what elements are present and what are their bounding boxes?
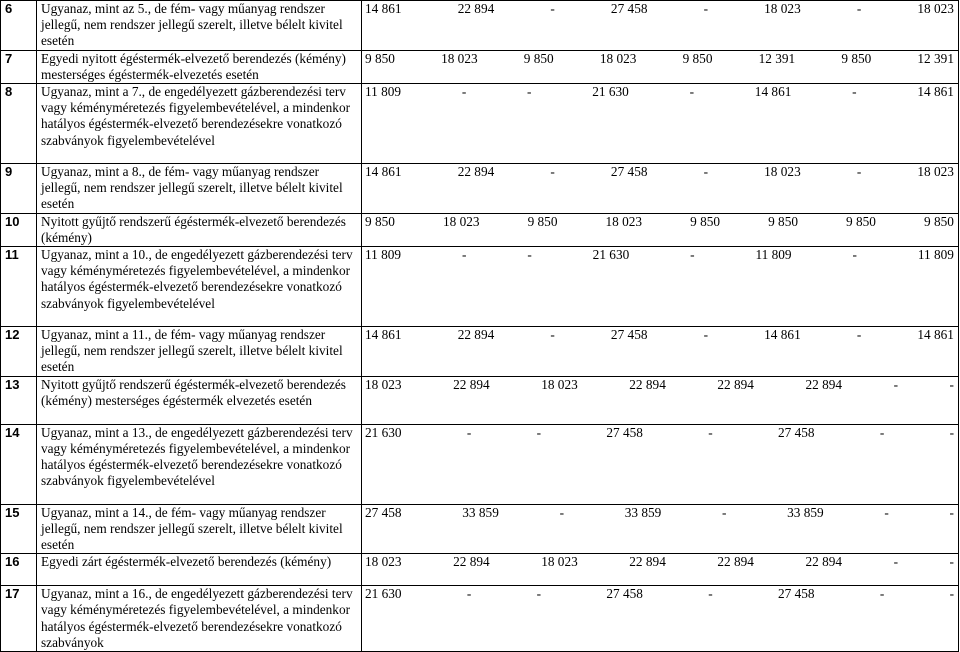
value-cell: - — [703, 1, 709, 16]
value-cell: 9 850 — [846, 213, 876, 229]
value-cell: - — [550, 164, 555, 180]
row-description: Ugyanaz, mint a 8., de fém- vagy műanyag rendszer jellegű, nem rendszer jellegű szerelt, illetve bélelt kivitel esetén — [37, 164, 362, 214]
row-description: Ugyanaz, mint a 13., de engedélyezett gázberendezési terv vagy kéményméretezés figyelembevételével, a mindenkor hatályos égéstermék-elvezető berendezésekre vonatkozó szabványok figyelembevételével — [37, 424, 362, 504]
values-line — [365, 425, 954, 441]
value-cell: - — [689, 84, 695, 100]
value-cell: 21 630 — [592, 84, 629, 100]
value-cell: 22 894 — [717, 554, 754, 570]
table-row — [1, 586, 959, 652]
value-cell: 21 630 — [592, 247, 630, 263]
value-cell: - — [466, 586, 472, 602]
value-cell: - — [893, 554, 898, 570]
value-cell: - — [708, 424, 713, 440]
row-values — [362, 327, 959, 377]
values-line — [365, 586, 954, 602]
value-cell: - — [856, 327, 862, 343]
fee-table-body — [1, 1, 959, 652]
row-number: 16 — [1, 554, 37, 586]
row-values — [362, 247, 959, 327]
value-cell: 18 023 — [605, 213, 643, 229]
value-cell: 18 023 — [917, 1, 954, 16]
value-cell: - — [852, 247, 857, 263]
row-values — [362, 424, 959, 504]
value-cell: 33 859 — [624, 504, 662, 520]
value-cell: 27 458 — [610, 164, 648, 180]
table-row — [1, 1, 959, 51]
value-cell: - — [856, 164, 862, 180]
row-number: 9 — [1, 164, 37, 214]
value-cell: 14 861 — [365, 327, 402, 343]
value-cell: 18 023 — [541, 554, 578, 570]
value-cell: 21 630 — [365, 586, 402, 602]
values-line — [365, 505, 954, 521]
row-values — [362, 586, 959, 652]
table-row — [1, 84, 959, 164]
table-row — [1, 424, 959, 504]
row-description: Ugyanaz, mint a 16., de engedélyezett gázberendezési terv vagy kéményméretezés figyelembevételével, a mindenkor hatályos égéstermék-elvezető berendezésekre vonatkozó szabványok — [37, 586, 362, 652]
value-cell: - — [893, 376, 898, 392]
value-cell: 18 023 — [442, 213, 480, 229]
value-cell: 12 391 — [917, 50, 954, 66]
row-description: Ugyanaz, mint a 7., de engedélyezett gázberendezési terv vagy kéményméretezés figyelembevételével, a mindenkor hatályos égéstermék-elvezető berendezésekre vonatkozó szabványok figyelembevételével — [37, 84, 362, 164]
value-cell: - — [949, 586, 954, 602]
value-cell: 22 894 — [457, 1, 495, 16]
value-cell: 22 894 — [457, 327, 495, 343]
value-cell: 12 391 — [758, 50, 796, 66]
row-description: Egyedi nyitott égéstermék-elvezető berendezés (kémény) mesterséges égéstermék-elvezetés esetén — [37, 50, 362, 83]
value-cell: - — [852, 84, 857, 100]
value-cell: - — [527, 247, 532, 263]
value-cell: 27 458 — [610, 1, 648, 16]
value-cell: 18 023 — [365, 554, 402, 570]
value-cell: 18 023 — [764, 164, 801, 180]
value-cell: 14 861 — [365, 164, 402, 180]
row-number: 12 — [1, 327, 37, 377]
row-values — [362, 164, 959, 214]
value-cell: - — [879, 586, 885, 602]
value-cell: 9 850 — [690, 213, 721, 229]
row-description: Nyitott gyűjtő rendszerű égéstermék-elvezető berendezés (kémény) mesterséges égéstermék elvezetés esetén — [37, 376, 362, 424]
values-line — [365, 214, 954, 230]
value-cell: - — [949, 376, 954, 392]
value-cell: 14 861 — [917, 84, 954, 100]
value-cell: 18 023 — [541, 376, 578, 392]
value-cell: 9 850 — [523, 50, 554, 66]
value-cell: 27 458 — [610, 327, 648, 343]
value-cell: - — [690, 247, 695, 263]
value-cell: 18 023 — [764, 1, 801, 16]
row-description: Ugyanaz, mint a 10., de engedélyezett gázberendezési terv vagy kéményméretezés figyelembevételével, a mindenkor hatályos égéstermék-elvezető berendezésekre vonatkozó szabványok figyelembevételével — [37, 247, 362, 327]
value-cell: - — [536, 424, 542, 440]
row-number: 11 — [1, 247, 37, 327]
row-number: 10 — [1, 213, 37, 246]
values-line — [365, 327, 954, 343]
value-cell: 22 894 — [717, 376, 754, 392]
value-cell: - — [461, 247, 467, 263]
value-cell: 33 859 — [787, 504, 824, 520]
values-line — [365, 247, 954, 263]
value-cell: - — [708, 586, 713, 602]
value-cell: 18 023 — [441, 50, 478, 66]
value-cell: 22 894 — [457, 164, 495, 180]
row-number: 14 — [1, 424, 37, 504]
value-cell: - — [559, 504, 564, 520]
value-cell: 14 861 — [365, 1, 402, 16]
values-line — [365, 51, 954, 67]
row-number: 15 — [1, 504, 37, 554]
row-number: 6 — [1, 1, 37, 51]
values-line — [365, 377, 954, 393]
value-cell: 9 850 — [923, 213, 954, 229]
value-cell: - — [703, 164, 709, 180]
table-row — [1, 50, 959, 83]
row-values — [362, 213, 959, 246]
row-number: 7 — [1, 50, 37, 83]
value-cell: 27 458 — [777, 586, 815, 602]
value-cell: 22 894 — [805, 376, 843, 392]
value-cell: - — [703, 327, 709, 343]
table-row — [1, 504, 959, 554]
value-cell: - — [466, 424, 472, 440]
row-values — [362, 50, 959, 83]
row-description: Egyedi zárt égéstermék-elvezető berendezés (kémény) — [37, 554, 362, 586]
row-values — [362, 554, 959, 586]
row-description: Ugyanaz, mint az 5., de fém- vagy műanyag rendszer jellegű, nem rendszer jellegű szerelt, illetve bélelt kivitel esetén — [37, 1, 362, 51]
table-row — [1, 213, 959, 246]
values-line — [365, 554, 954, 570]
value-cell: 22 894 — [629, 554, 666, 570]
value-cell: 21 630 — [365, 424, 402, 440]
table-row — [1, 164, 959, 214]
value-cell: 27 458 — [606, 424, 643, 440]
value-cell: 18 023 — [599, 50, 637, 66]
value-cell: - — [949, 504, 954, 520]
value-cell: - — [527, 84, 532, 100]
value-cell: - — [949, 554, 954, 570]
value-cell: - — [536, 586, 542, 602]
value-cell: 11 809 — [365, 84, 402, 100]
value-cell: - — [884, 504, 889, 520]
value-cell: 9 850 — [527, 213, 558, 229]
value-cell: - — [461, 84, 467, 100]
value-cell: 11 809 — [917, 247, 954, 263]
values-line — [365, 164, 954, 180]
value-cell: 22 894 — [805, 554, 843, 570]
table-row — [1, 554, 959, 586]
row-number: 13 — [1, 376, 37, 424]
value-cell: 22 894 — [453, 554, 490, 570]
value-cell: - — [550, 327, 555, 343]
value-cell: 27 458 — [606, 586, 643, 602]
value-cell: - — [949, 424, 954, 440]
value-cell: 14 861 — [764, 327, 801, 343]
table-row — [1, 247, 959, 327]
value-cell: 33 859 — [462, 504, 499, 520]
table-row — [1, 327, 959, 377]
value-cell: 9 850 — [365, 50, 395, 66]
row-description: Nyitott gyűjtő rendszerű égéstermék-elvezető berendezés (kémény) — [37, 213, 362, 246]
value-cell: 22 894 — [453, 376, 490, 392]
value-cell: 14 861 — [754, 84, 792, 100]
value-cell: - — [879, 424, 885, 440]
row-values — [362, 504, 959, 554]
value-cell: 18 023 — [917, 164, 954, 180]
row-description: Ugyanaz, mint a 11., de fém- vagy műanyag rendszer jellegű, nem rendszer jellegű szerelt, illetve bélelt kivitel esetén — [37, 327, 362, 377]
table-row — [1, 376, 959, 424]
values-line — [365, 84, 954, 100]
value-cell: 9 850 — [841, 50, 872, 66]
value-cell: 9 850 — [768, 213, 798, 229]
values-line — [365, 1, 954, 17]
row-number: 8 — [1, 84, 37, 164]
value-cell: 27 458 — [777, 424, 815, 440]
value-cell: 9 850 — [365, 213, 395, 229]
value-cell: 11 809 — [755, 247, 792, 263]
row-values — [362, 84, 959, 164]
value-cell: - — [721, 504, 727, 520]
value-cell: - — [856, 1, 862, 16]
value-cell: 9 850 — [682, 50, 713, 66]
value-cell: 27 458 — [365, 504, 402, 520]
value-cell: 11 809 — [365, 247, 402, 263]
value-cell: - — [550, 1, 555, 16]
value-cell: 22 894 — [629, 376, 666, 392]
value-cell: 14 861 — [917, 327, 954, 343]
row-values — [362, 376, 959, 424]
row-values — [362, 1, 959, 51]
value-cell: 18 023 — [365, 376, 402, 392]
row-description: Ugyanaz, mint a 14., de fém- vagy műanyag rendszer jellegű, nem rendszer jellegű szerelt, illetve bélelt kivitel esetén — [37, 504, 362, 554]
row-number: 17 — [1, 586, 37, 652]
